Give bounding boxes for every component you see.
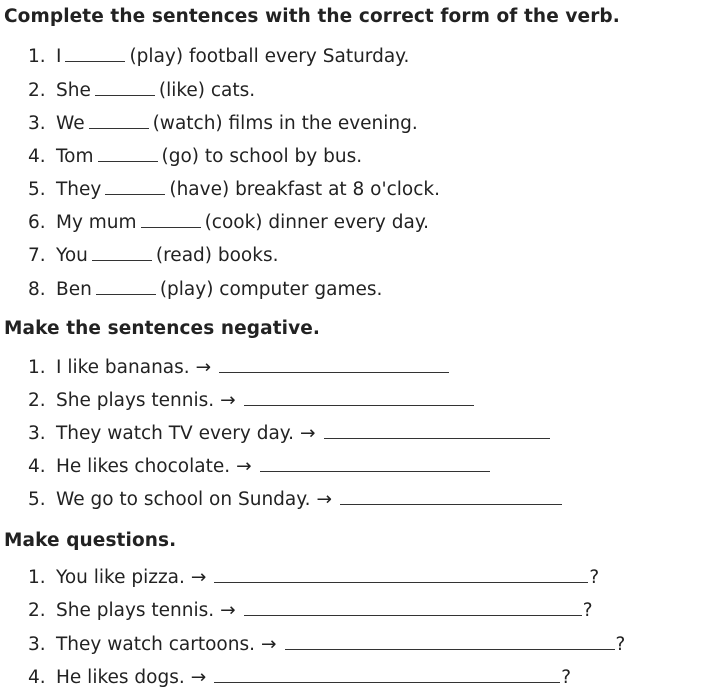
list-item — [28, 46, 409, 67]
list-item — [28, 245, 278, 266]
list-item — [28, 567, 599, 588]
item-text: (cook) dinner every day. — [204, 212, 430, 233]
answer-line[interactable] — [244, 405, 474, 406]
answer-blank[interactable] — [65, 61, 125, 62]
answer-blank[interactable] — [96, 294, 156, 295]
list-item — [28, 80, 255, 101]
answer-line[interactable] — [285, 649, 615, 650]
answer-line[interactable] — [214, 682, 560, 683]
question-mark: ? — [615, 634, 626, 655]
item-number: 8. — [28, 279, 46, 300]
item-number: 3. — [28, 634, 46, 655]
item-subject: They — [56, 179, 102, 200]
item-number: 4. — [28, 456, 46, 477]
item-text: (play) computer games. — [159, 279, 383, 300]
item-text: He likes chocolate. — [56, 456, 231, 477]
item-text: He likes dogs. — [56, 667, 185, 688]
item-text: They watch TV every day. — [56, 423, 294, 444]
answer-blank[interactable] — [95, 95, 155, 96]
item-text: (go) to school by bus. — [161, 146, 363, 167]
question-mark: ? — [561, 667, 572, 688]
item-text: (read) books. — [155, 245, 279, 266]
arrow-icon: → — [260, 634, 277, 655]
arrow-icon: → — [300, 423, 316, 444]
item-number: 1. — [28, 357, 46, 378]
item-number: 3. — [28, 113, 46, 134]
list-item — [28, 667, 571, 688]
item-number: 1. — [28, 567, 46, 588]
item-subject: Tom — [56, 146, 94, 167]
item-number: 5. — [28, 489, 46, 510]
question-mark: ? — [589, 567, 600, 588]
item-number: 7. — [28, 245, 46, 266]
section-heading-negative: Make the sentences negative. — [4, 318, 321, 339]
list-item — [28, 390, 474, 411]
item-number: 2. — [28, 600, 46, 621]
list-item — [28, 456, 490, 477]
list-item — [28, 279, 382, 300]
arrow-icon: → — [220, 600, 236, 621]
answer-blank[interactable] — [89, 128, 149, 129]
arrow-icon: → — [190, 667, 207, 688]
arrow-icon: → — [190, 567, 207, 588]
answer-line[interactable] — [260, 471, 490, 472]
section-heading-verb-forms: Complete the sentences with the correct form of the verb. — [4, 6, 620, 27]
item-number: 1. — [28, 46, 46, 67]
list-item — [28, 113, 418, 134]
arrow-icon: → — [316, 489, 332, 510]
answer-line[interactable] — [340, 504, 562, 505]
list-item — [28, 634, 625, 655]
answer-line[interactable] — [219, 372, 449, 373]
answer-blank[interactable] — [141, 227, 201, 228]
list-item — [28, 357, 449, 378]
item-number: 4. — [28, 146, 46, 167]
item-number: 3. — [28, 423, 46, 444]
item-text: She plays tennis. — [56, 390, 215, 411]
item-number: 4. — [28, 667, 46, 688]
item-text: You like pizza. — [56, 567, 185, 588]
item-text: (watch) films in the evening. — [152, 113, 418, 134]
item-subject: You — [56, 245, 88, 266]
list-item — [28, 489, 562, 510]
item-text: They watch cartoons. — [56, 634, 255, 655]
list-item — [28, 423, 550, 444]
item-number: 6. — [28, 212, 46, 233]
answer-blank[interactable] — [98, 161, 158, 162]
item-subject: I — [56, 46, 62, 67]
item-subject: We — [56, 113, 85, 134]
arrow-icon: → — [220, 390, 236, 411]
item-subject: Ben — [56, 279, 92, 300]
item-number: 5. — [28, 179, 46, 200]
answer-line[interactable] — [214, 582, 588, 583]
list-item — [28, 179, 440, 200]
item-text: We go to school on Sunday. — [56, 489, 311, 510]
answer-blank[interactable] — [92, 260, 152, 261]
answer-line[interactable] — [324, 438, 550, 439]
item-text: (play) football every Saturday. — [129, 46, 410, 67]
question-mark: ? — [582, 600, 593, 621]
answer-line[interactable] — [244, 615, 582, 616]
list-item — [28, 600, 593, 621]
list-item — [28, 146, 362, 167]
list-item — [28, 212, 429, 233]
answer-blank[interactable] — [105, 194, 165, 195]
section-heading-questions: Make questions. — [4, 530, 177, 551]
item-subject: My mum — [56, 212, 137, 233]
item-text: (have) breakfast at 8 o'clock. — [169, 179, 440, 200]
arrow-icon: → — [236, 456, 252, 477]
item-number: 2. — [28, 80, 46, 101]
item-text: (like) cats. — [158, 80, 256, 101]
item-number: 2. — [28, 390, 46, 411]
item-subject: She — [56, 80, 91, 101]
item-text: She plays tennis. — [56, 600, 215, 621]
arrow-icon: → — [195, 357, 212, 378]
item-text: I like bananas. — [56, 357, 190, 378]
